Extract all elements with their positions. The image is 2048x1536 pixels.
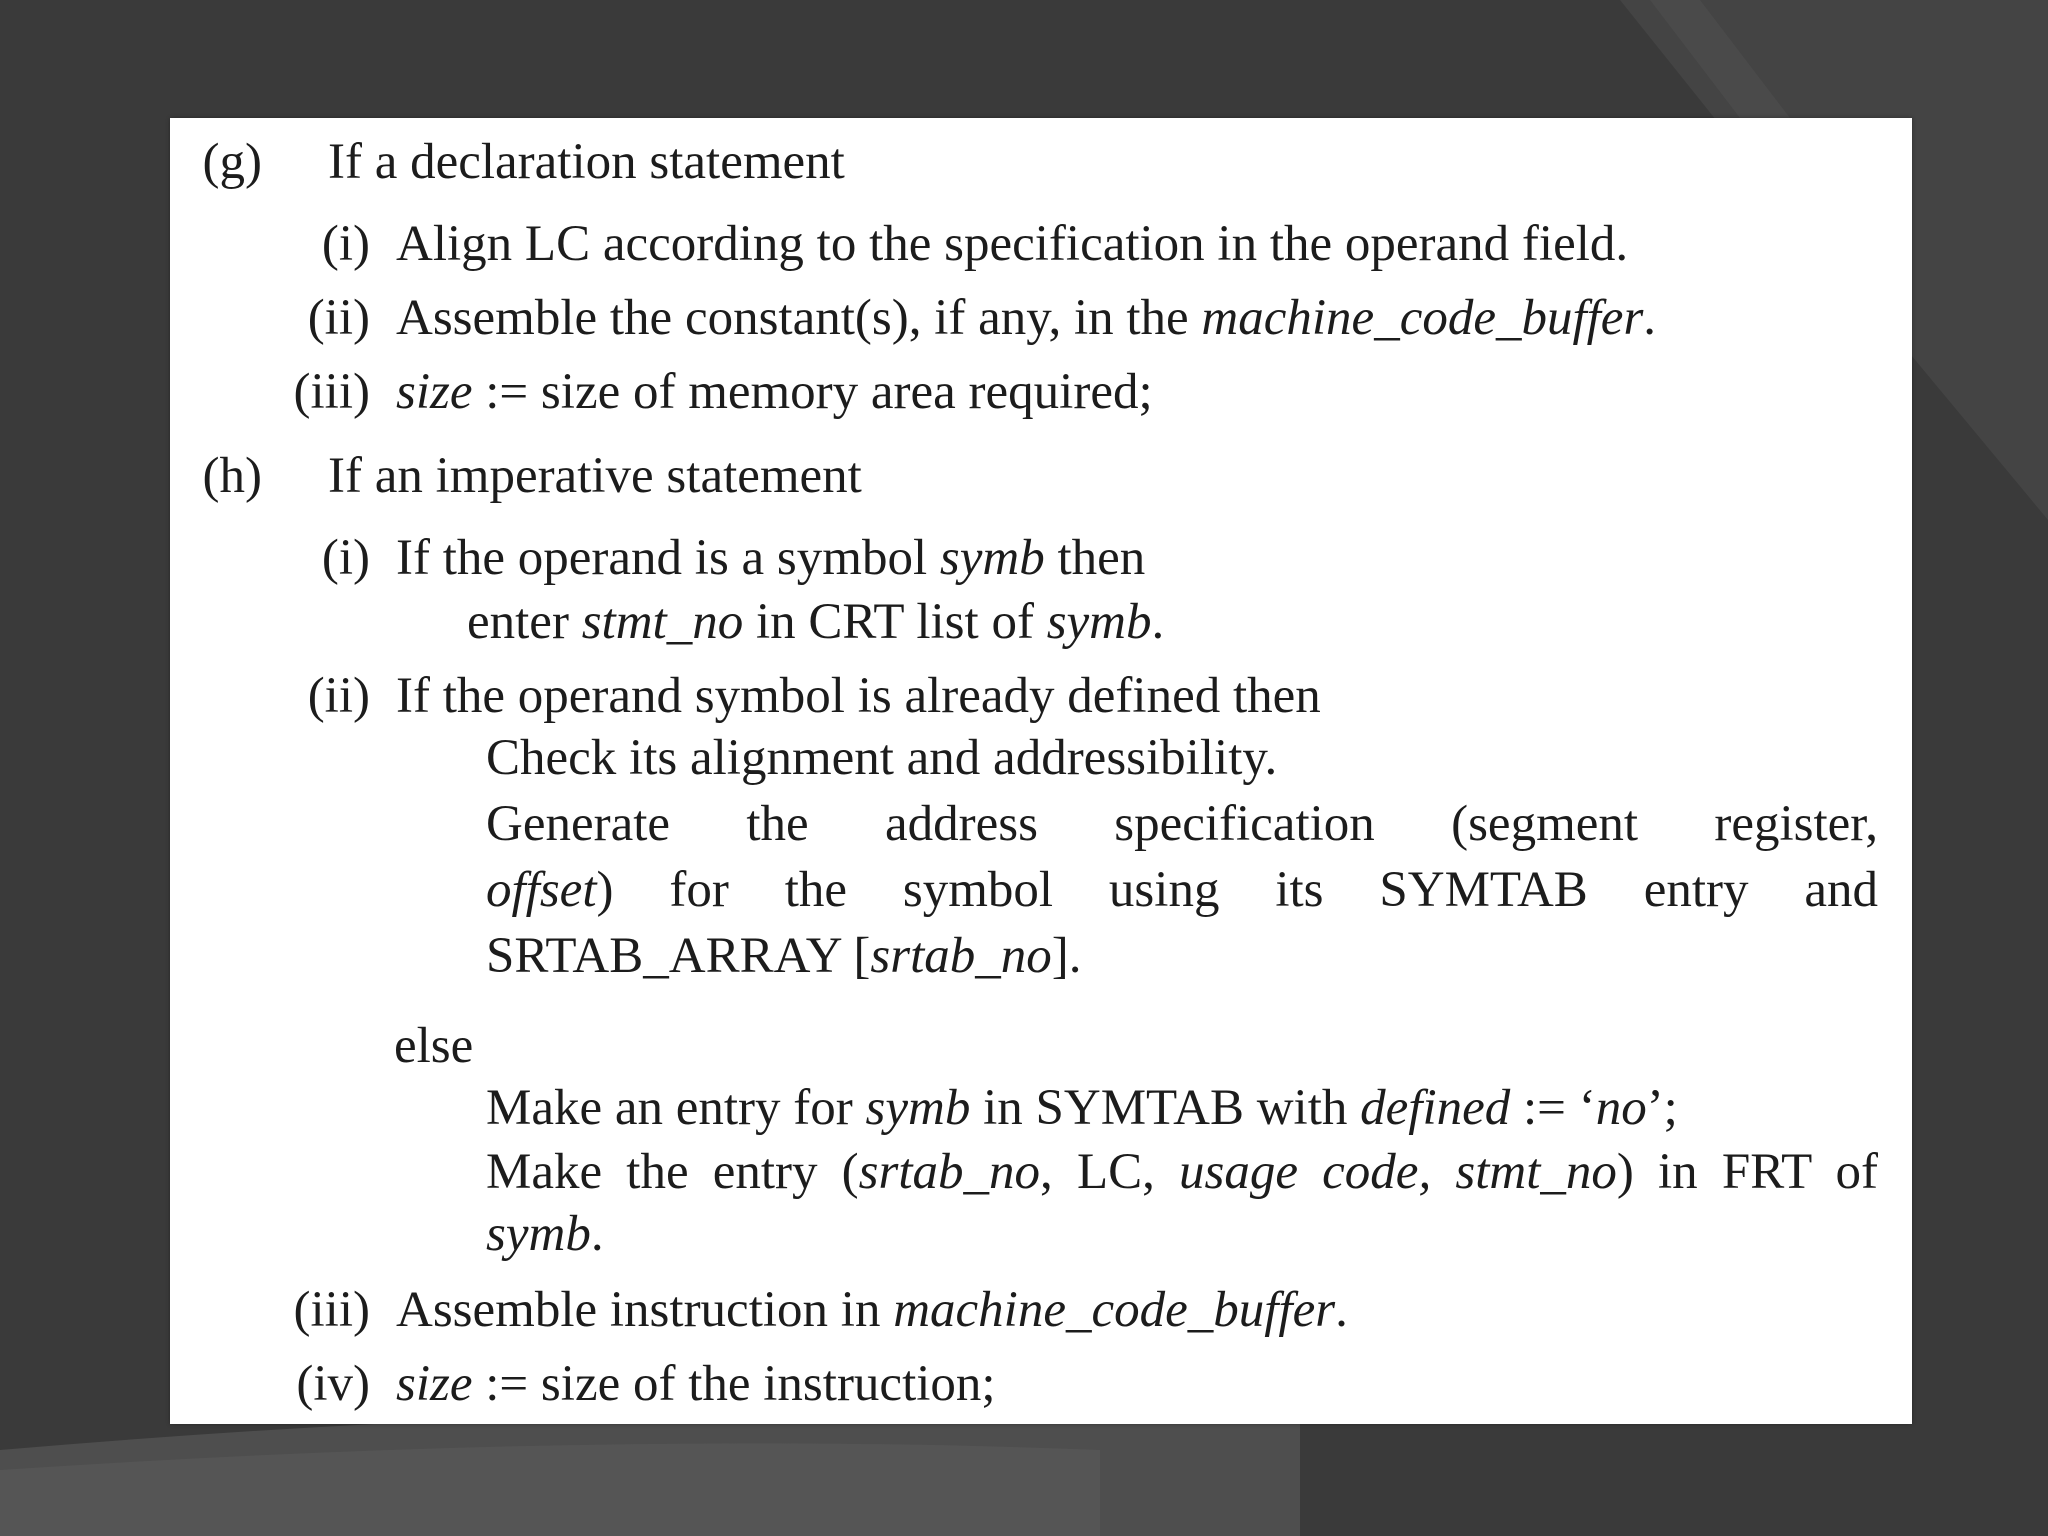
item-label: (ii) — [307, 290, 370, 346]
make-line-1: Make an entry for symb in SYMTAB with defined := ‘no’; — [486, 1080, 1678, 1136]
generate-line-3: SRTAB_ARRAY [srtab_no]. — [486, 928, 1082, 984]
check-line: Check its alignment and addressibility. — [486, 730, 1278, 786]
item-label: (i) — [321, 530, 370, 586]
document-page — [170, 118, 1912, 1424]
section-h-text: If an imperative statement — [328, 448, 862, 504]
make-line-3: symb. — [486, 1206, 604, 1262]
item-label: (iii) — [293, 364, 370, 420]
item-text: Assemble the constant(s), if any, in the machine_code_buffer. — [396, 290, 1657, 346]
section-g-text: If a declaration statement — [328, 134, 845, 190]
section-h-label: (h) — [202, 448, 262, 504]
item-text: size := size of the instruction; — [396, 1356, 996, 1412]
item-label: (ii) — [307, 668, 370, 724]
item-text: Assemble instruction in machine_code_buffer. — [396, 1282, 1348, 1338]
generate-line-2: offset) for the symbol using its SYMTAB entry and — [486, 862, 1878, 918]
item-label: (iii) — [293, 1282, 370, 1338]
item-text: If the operand symbol is already defined then — [396, 668, 1321, 724]
make-line-2: Make the entry (srtab_no, LC, usage code, stmt_no) in FRT of — [486, 1144, 1879, 1200]
item-text: size := size of memory area required; — [396, 364, 1153, 420]
section-h-item-i-line2: enter stmt_no in CRT list of symb. — [467, 594, 1165, 650]
item-label: (i) — [321, 216, 370, 272]
item-text: If the operand is a symbol symb then — [396, 530, 1146, 586]
item-text: Align LC according to the specification in the operand field. — [396, 216, 1629, 272]
section-g-label: (g) — [202, 134, 262, 190]
generate-line-1: Generate the address specification (segment register, — [486, 796, 1878, 852]
else-keyword: else — [394, 1018, 474, 1074]
item-label: (iv) — [296, 1356, 370, 1412]
